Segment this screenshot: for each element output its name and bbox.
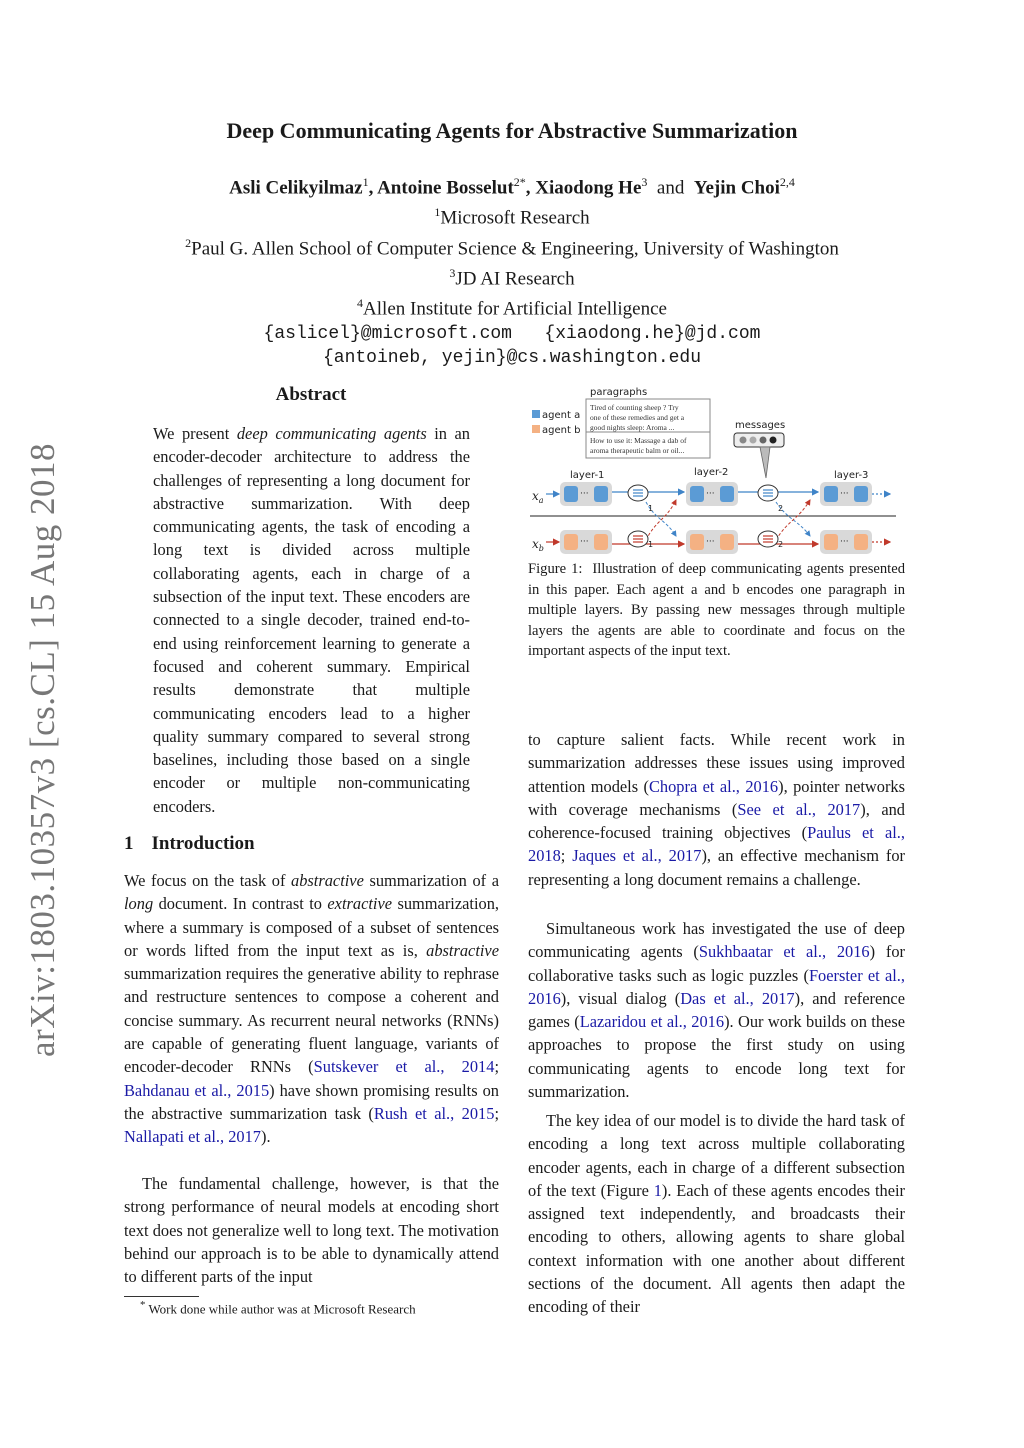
layer-label: layer-3 [834, 470, 869, 481]
svg-text:···: ··· [706, 537, 715, 547]
citation-link[interactable]: Rush et al., 2015 [373, 1103, 495, 1123]
svg-text:1: 1 [648, 540, 654, 549]
author-sup: 1 [362, 175, 369, 189]
svg-text:2: 2 [778, 504, 784, 513]
message-bubble-a1 [628, 485, 653, 513]
messages-label: messages [735, 420, 786, 431]
arxiv-sidebar [18, 430, 68, 1070]
paper-title: Deep Communicating Agents for Abstractive Summarization [226, 118, 798, 143]
legend-b-swatch [532, 425, 540, 433]
intro-paragraph-5: The key idea of our model is to divide the hard task of encoding a long text across multiple collaborating encoder agents, each in charge of a different subsection of the text (Figure 1). Each of these agents encodes their assigned text independently, and broadcasts their encoding to others, allowing agents to share global context information with one another about different sections of the document. All agents then adapt the encoding of their [528, 1111, 905, 1317]
author-sup: 3 [641, 175, 648, 189]
author-line: Asli Celikyilmaz$^1$, Antoine Bosselut$^{2*}$, Xiaodong He$^3$ and Yejin Choi$^{2,4}$ [229, 175, 795, 199]
svg-text:···: ··· [840, 489, 849, 499]
figure-caption: Figure 1: Illustration of deep communicating agents presented in this paper. Each agent a and b encodes one paragraph in multiple layers. By passing new messages through multiple layers the agents are able to coordinate and focus on the important aspects of the input text. [528, 561, 905, 659]
intro-paragraph-4: Simultaneous work has investigated the use of deep communicating agents (Sukhbaatar et al., 2016) for collaborative tasks such as logic puzzles (Foerster et al., 2016), visual dialog (Das et al., 2017), and reference games (Lazaridou et al., 2016). Our work builds on these approaches to propose the first study on using communicating agents to encode long text for summarization. [528, 919, 906, 1102]
author-sup: 2,4 [779, 175, 795, 189]
citation-link[interactable]: Jaques et al., 2017 [572, 846, 702, 866]
author-block [0, 170, 1024, 370]
legend-b-label: agent b [542, 425, 581, 436]
emphasis: abstractive [426, 940, 499, 960]
svg-text:···: ··· [580, 489, 589, 499]
paragraph-b-text: How to use it: Massage a dab of aroma therapeutic balm or oil... [590, 436, 687, 455]
email-line: {aslicel}@microsoft.com {xiaodong.he}@jd.com [263, 323, 761, 344]
svg-text:···: ··· [840, 537, 849, 547]
citation-link[interactable]: Foerster et al., 2016 [528, 965, 906, 1008]
affiliation: $^1$Microsoft Research [434, 205, 590, 229]
author-name: Asli Celikyilmaz [229, 177, 363, 199]
figure-1-diagram [526, 380, 906, 560]
emphasis: abstractive [291, 871, 364, 890]
abstract-heading: Abstract [275, 384, 347, 405]
intro-paragraph-1: We focus on the task of abstractive summarization of a long document. In contrast to extractive summarization, where a summary is composed of a subset of sentences or words lifted from the input text as is, abstractive summarization requires the generative ability to rephrase and restructure sentences to compose a coherent and concise summary. As recurrent neural networks (RNNs) are capable of generating fluent language, variants of encoder-decoder RNNs (Sutskever et al., 2014; Bahdanau et al., 2015) have shown promising results on the abstractive summarization task (Rush et al., 2015; Nallapati et al., 2017). [124, 871, 499, 1147]
emphasis: long [124, 894, 154, 914]
message-bubble-b2 [758, 531, 783, 549]
xa-label: $x_a$ [532, 489, 544, 505]
layer-label: layer-1 [570, 470, 605, 481]
legend-a-swatch [532, 410, 540, 418]
author-name: Antoine Bosselut [377, 177, 514, 199]
svg-text:2: 2 [778, 540, 784, 549]
citation-link[interactable]: 1 [653, 1180, 662, 1200]
citation-link[interactable]: Lazaridou et al., 2016 [579, 1012, 725, 1032]
footnote-rule [124, 1296, 199, 1297]
citation-link[interactable]: See et al., 2017 [737, 799, 861, 819]
footnote: * Work done while author was at Microsoft Research [140, 1299, 416, 1317]
section-heading: 1 Introduction [124, 833, 255, 854]
message-bubble-a2 [758, 485, 783, 513]
paragraph-a-text: Tired of counting sheep ? Try one of these remedies and get a good nights sleep: Aroma ... [590, 403, 685, 432]
author-name: Xiaodong He [535, 177, 642, 199]
paragraphs-label: paragraphs [590, 387, 648, 398]
citation-link[interactable]: Nallapati et al., 2017 [124, 1127, 261, 1147]
intro-paragraph-2: The fundamental challenge, however, is that the strong performance of neural models at encoding short text does not generalize well to long text. The motivation behind our approach is to be able to dynamically attend to different parts of the input [124, 1174, 499, 1287]
citation-link[interactable]: Bahdanau et al., 2015 [124, 1080, 270, 1100]
layer-label: layer-2 [694, 467, 729, 478]
legend-a-label: agent a [542, 410, 581, 421]
xb-label: $x_b$ [532, 537, 544, 553]
affiliation: $^3$JD AI Research [449, 265, 575, 290]
author-sup: 2* [513, 175, 526, 189]
affiliation: $^4$Allen Institute for Artificial Intelligence [357, 296, 667, 320]
citation-link[interactable]: Sutskever et al., 2014 [313, 1057, 495, 1077]
citation-link[interactable]: Das et al., 2017 [680, 988, 795, 1008]
and-word: and [656, 177, 685, 199]
svg-text:···: ··· [580, 537, 589, 547]
abstract-text: We present deep communicating agents in an encoder-decoder architecture to address the challenges of representing a long document for abstractive summarization. With deep communicating agents, the task of encoding a long text is divided across multiple collaborating agents, each in charge of a subsection of the input text. These encoders are connected to a single decoder, trained end-to-end using reinforcement learning to generate a focused and coherent summary. Empirical results demonstrate that multiple communicating encoders lead to a higher quality summary compared to several strong baselines, including those based on a single encoder or multiple non-communicating encoders. [153, 424, 470, 816]
author-name: Yejin Choi [693, 177, 780, 199]
svg-text:···: ··· [706, 489, 715, 499]
email-line: {antoineb, yejin}@cs.washington.edu [322, 347, 702, 368]
affiliation: $^2$Paul G. Allen School of Computer Science & Engineering, University of Washington [185, 235, 839, 259]
citation-link[interactable]: Sukhbaatar et al., 2016 [698, 942, 870, 962]
intro-paragraph-3: to capture salient facts. While recent work in summarization addresses these issues using improved attention models (Chopra et al., 2016), pointer networks with coverage mechanisms (See et al., 2017), and coherence-focused training objectives (Paulus et al., 2018; Jaques et al., 2017), an effective mechanism for representing a long document remains a challenge. [528, 730, 906, 889]
svg-text:1: 1 [648, 504, 654, 513]
citation-link[interactable]: Chopra et al., 2016 [648, 776, 779, 796]
emphasis: extractive [327, 894, 393, 914]
citation-link[interactable]: Paulus et al., 2018 [528, 823, 905, 866]
arxiv-id: arXiv:1803.10357v3 [cs.CL] 15 Aug 2018 [23, 443, 63, 1057]
